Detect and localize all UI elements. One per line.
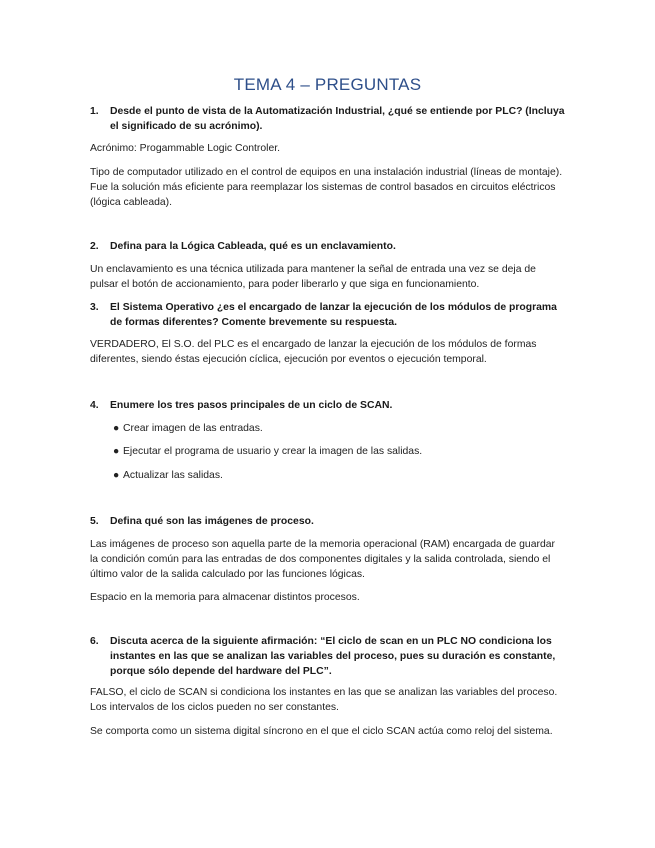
page-title: TEMA 4 – PREGUNTAS [233,75,422,94]
question-text: Defina qué son las imágenes de proceso. [110,516,314,527]
question-text: Enumere los tres pasos principales de un ciclo de SCAN. [110,400,393,411]
answer-paragraph: Un enclavamiento es una técnica utilizada para mantener la señal de entrada una vez se deja de pulsar el botón de accionamiento, para poder liberarlo y que siga en funcionamiento. [90,264,536,290]
question-6 [90,634,570,679]
list-item [113,421,563,436]
question-number: 4. [90,400,99,411]
bullet-icon: ● [113,423,120,434]
answer-paragraph: Se comporta como un sistema digital síncrono en el que el ciclo SCAN actúa como reloj del sistema. [90,726,553,737]
list-item [113,468,563,483]
list-item-text: Crear imagen de las entradas. [123,423,263,434]
question-text: Desde el punto de vista de la Automatización Industrial, ¿qué se entiende por PLC? (Incluya el significado de su acrónimo). [110,106,565,132]
list-item [113,444,563,459]
question-text: Discuta acerca de la siguiente afirmación: “El ciclo de scan en un PLC NO condiciona los instantes en las que se analizan las variables del proceso, pues su duración es constante, porque sólo depende del hardware del PLC”. [110,636,556,677]
question-3 [90,300,570,330]
answer-paragraph: FALSO, el ciclo de SCAN si condiciona los instantes en las que se analizan las variables del proceso. Los intervalos de los ciclos pueden no ser constantes. [90,687,558,713]
answer-paragraph: Las imágenes de proceso son aquella parte de la memoria operacional (RAM) encargada de guardar la condición común para las entradas de dos componentes digitales y la salida controlada, siendo el último valor de la salida calculado por las funciones lógicas. [90,539,555,580]
bullet-icon: ● [113,470,120,481]
bullet-icon: ● [113,446,120,457]
question-number: 5. [90,516,99,527]
answer-paragraph: Acrónimo: Progammable Logic Controler. [90,143,281,154]
question-4 [90,398,570,413]
question-5 [90,514,570,529]
answer-paragraph: Tipo de computador utilizado en el control de equipos en una instalación industrial (líneas de montaje). Fue la solución más eficiente para reemplazar los sistemas de control basados en circuitos eléctricos (lógica cableada). [90,167,563,208]
question-1 [90,104,570,134]
question-text: Defina para la Lógica Cableada, qué es un enclavamiento. [110,241,396,252]
question-2 [90,239,570,254]
question-number: 2. [90,241,99,252]
question-number: 3. [90,302,99,313]
list-item-text: Ejecutar el programa de usuario y crear la imagen de las salidas. [123,446,423,457]
list-item-text: Actualizar las salidas. [123,470,223,481]
answer-paragraph: Espacio en la memoria para almacenar distintos procesos. [90,592,360,603]
question-number: 6. [90,636,99,647]
question-number: 1. [90,106,99,117]
question-text: El Sistema Operativo ¿es el encargado de lanzar la ejecución de los módulos de programa de formas diferentes? Comente brevemente su respuesta. [110,302,557,328]
answer-paragraph: VERDADERO, El S.O. del PLC es el encargado de lanzar la ejecución de los módulos de formas diferentes, siendo éstas ejecución cíclica, ejecución por eventos o ejecución temporal. [90,339,537,365]
